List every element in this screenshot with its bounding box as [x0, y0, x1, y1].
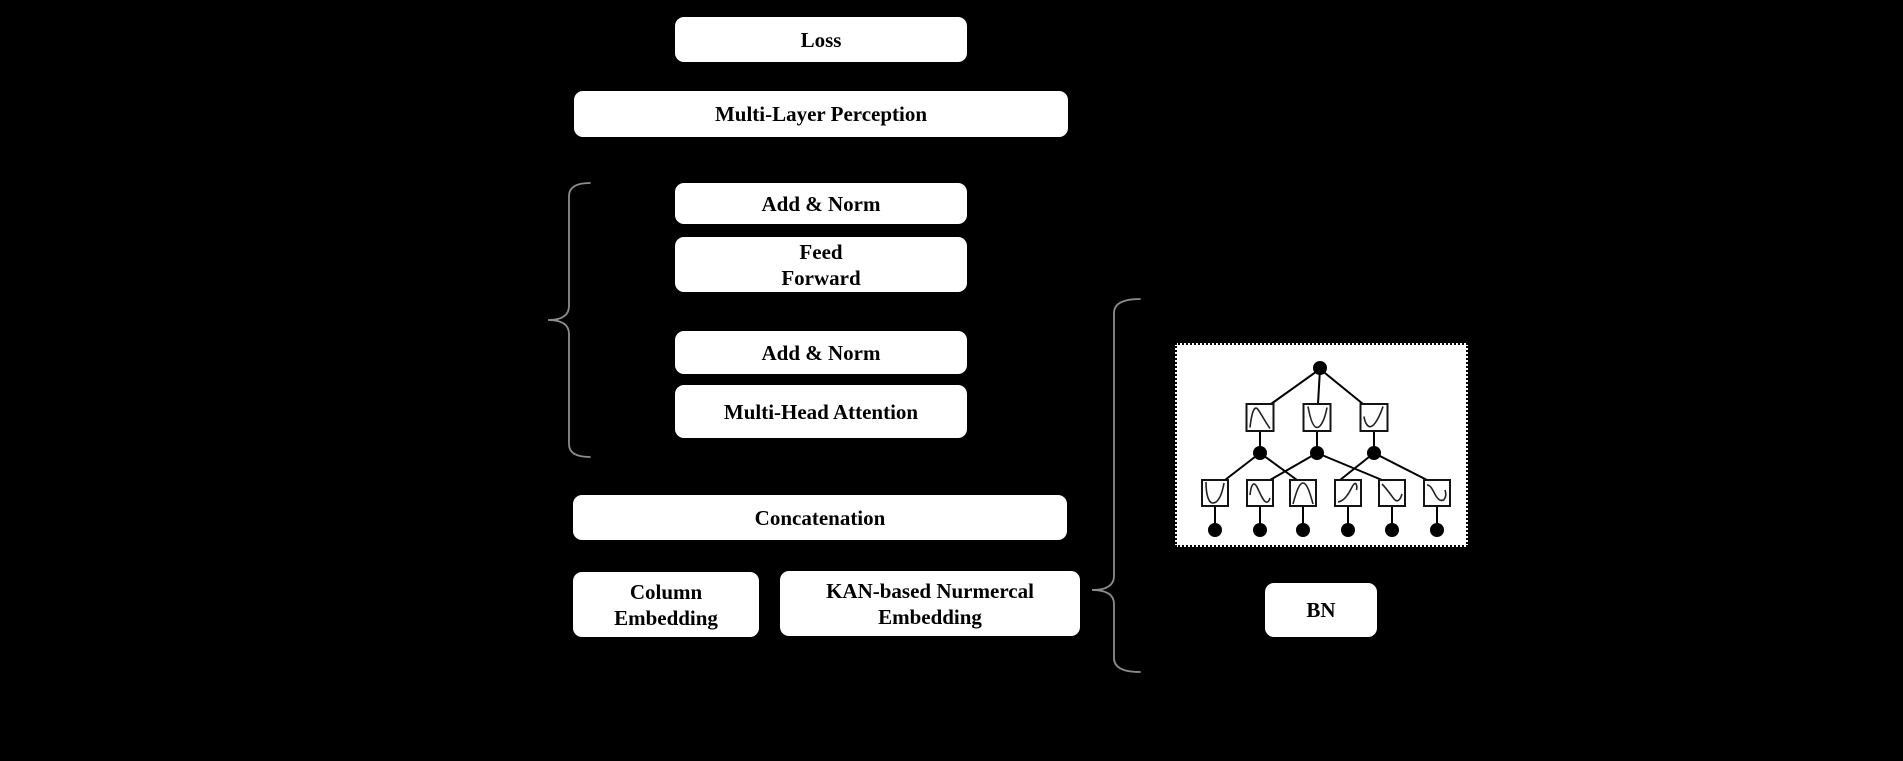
add-norm-bottom-box — [675, 331, 967, 374]
multi-layer-perception-box — [574, 91, 1068, 137]
kan-hidden-node — [1253, 446, 1267, 460]
concatenation-label: Concatenation — [754, 505, 886, 530]
kan-hidden-nodes — [1253, 446, 1381, 460]
kan-upper-activation-squares — [1247, 404, 1388, 431]
kan-activation-square — [1361, 404, 1388, 431]
column-embedding-label-line2: Embedding — [614, 605, 718, 630]
kan-numerical-embedding-label-line2: Embedding — [878, 604, 982, 629]
kan-hidden-node — [1367, 446, 1381, 460]
kan-activation-square — [1304, 404, 1331, 431]
kan-output-node — [1313, 361, 1327, 375]
add-norm-bottom-label: Add & Norm — [761, 340, 881, 365]
column-embedding-box — [573, 572, 759, 637]
kan-input-node — [1385, 523, 1399, 537]
kan-activation-square — [1202, 480, 1228, 506]
kan-input-node — [1341, 523, 1355, 537]
loss-label: Loss — [800, 27, 842, 52]
encoder-block-brace — [548, 183, 590, 457]
add-norm-top-label: Add & Norm — [761, 191, 881, 216]
feed-forward-box — [675, 237, 967, 292]
kan-input-node — [1296, 523, 1310, 537]
feed-forward-label-line1: Feed — [799, 239, 843, 264]
kan-activation-square — [1379, 480, 1405, 506]
kan-network-figure — [1175, 343, 1468, 547]
column-embedding-label-line1: Column — [629, 579, 703, 604]
kan-hidden-node — [1310, 446, 1324, 460]
loss-box — [675, 17, 967, 62]
bn-label: BN — [1306, 598, 1336, 622]
concatenation-box — [573, 495, 1067, 540]
kan-input-node — [1208, 523, 1222, 537]
kan-activation-square — [1247, 404, 1274, 431]
kan-activation-square — [1335, 480, 1361, 506]
kan-activation-square — [1424, 480, 1450, 506]
add-norm-top-box — [675, 183, 967, 224]
kan-input-node — [1253, 523, 1267, 537]
kan-numerical-embedding-box — [780, 571, 1080, 636]
bn-box — [1265, 583, 1377, 637]
multi-layer-perception-label: Multi-Layer Perception — [714, 102, 928, 126]
kan-lower-activation-squares — [1202, 480, 1450, 506]
kan-input-nodes — [1208, 523, 1444, 537]
multi-head-attention-label: Multi-Head Attention — [723, 399, 919, 424]
feed-forward-label-line2: Forward — [781, 265, 861, 290]
multi-head-attention-box — [675, 385, 967, 438]
kan-numerical-embedding-label-line1: KAN-based Nurmercal — [826, 578, 1034, 603]
kan-embedding-detail-brace — [1092, 299, 1140, 672]
kan-input-node — [1430, 523, 1444, 537]
kan-network-graphic — [1175, 343, 1468, 547]
kan-activation-square — [1290, 480, 1316, 506]
kan-activation-square — [1247, 480, 1273, 506]
